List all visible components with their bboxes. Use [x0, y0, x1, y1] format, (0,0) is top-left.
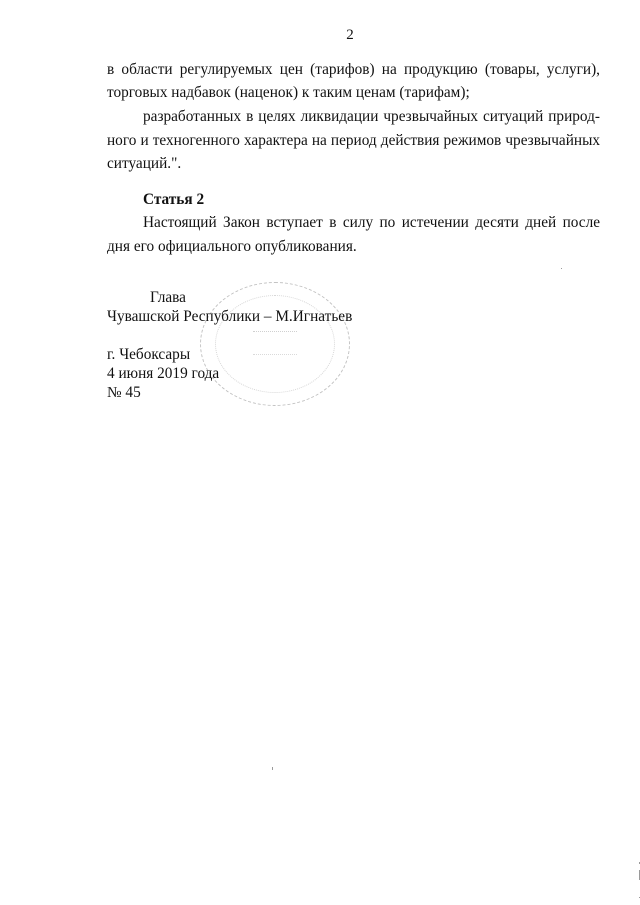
body-paragraph-1-line-2: торговых надбавок (наценок) к таким ценам (тарифам); — [107, 84, 470, 101]
seal-center-mark — [253, 331, 297, 355]
body-paragraph-2-line-3: ситуаций.". — [107, 155, 182, 172]
body-paragraph-2-line-1: разработанных в целях ликвидации чрезвычайных ситуаций природ- — [143, 108, 600, 125]
law-number: № 45 — [107, 384, 141, 401]
scan-speck — [272, 767, 273, 770]
article-2-line-1: Настоящий Закон вступает в силу по истечении десяти дней после — [143, 214, 600, 231]
signing-city: г. Чебоксары — [107, 346, 191, 363]
official-seal-icon — [200, 282, 350, 406]
scan-speck — [561, 268, 562, 269]
body-paragraph-1-line-1: в области регулируемых цен (тарифов) на продукцию (товары, услуги), — [107, 61, 600, 78]
signatory-name: Чувашской Республики – М.Игнатьев — [107, 308, 353, 325]
article-2-line-2: дня его официального опубликования. — [107, 238, 357, 255]
body-paragraph-2-line-2: ного и техногенного характера на период действия режимов чрезвычайных — [107, 132, 600, 149]
signing-date: 4 июня 2019 года — [107, 365, 220, 382]
article-2-heading: Статья 2 — [143, 191, 205, 208]
page-number: 2 — [346, 27, 354, 43]
signatory-title: Глава — [150, 289, 186, 306]
